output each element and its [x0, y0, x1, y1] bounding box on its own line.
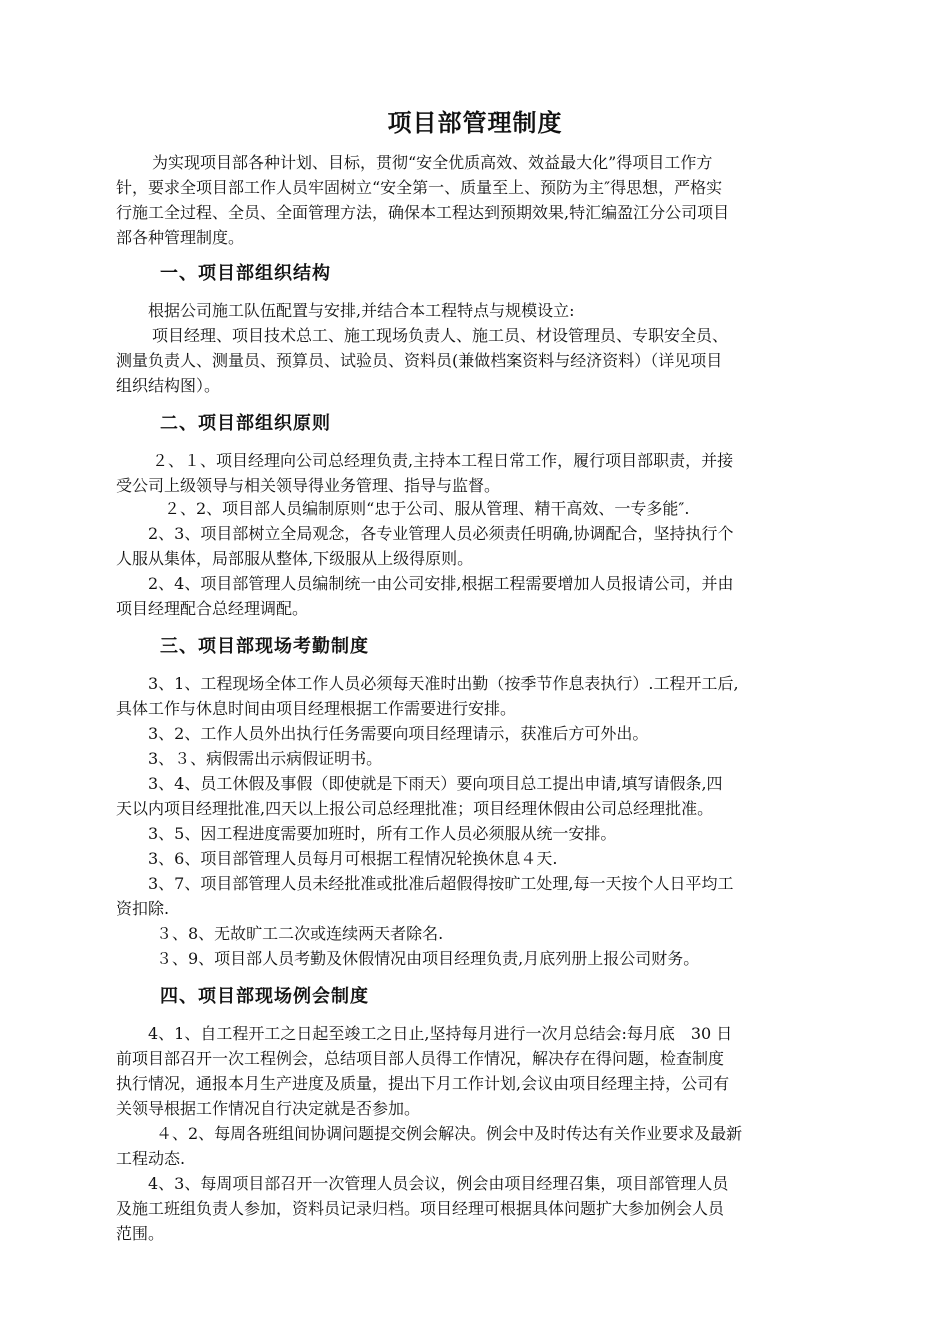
section-heading-2: 二、项目部组织原则: [160, 413, 331, 434]
intro-line-1: 为实现项目部各种计划、目标，贯彻“安全优质高效、效益最大化”得项目工作方: [152, 153, 713, 172]
section-4-line-9: 范围。: [116, 1224, 165, 1243]
section-3-line-7: 3、5、因工程进度需要加班时，所有工作人员必须服从统一安排。: [148, 824, 617, 843]
section-3-line-11: ３、8、无故旷工二次或连续两天者除名.: [156, 924, 444, 943]
section-4-line-1: 4、1、自工程开工之日起至竣工之日止,坚持每月进行一次月总结会:每月底 30 日: [148, 1024, 733, 1043]
section-4-line-3: 执行情况，通报本月生产进度及质量，提出下月工作计划,会议由项目经理主持，公司有: [116, 1074, 730, 1093]
section-heading-1: 一、项目部组织结构: [160, 263, 331, 284]
section-4-line-6: 工程动态.: [116, 1149, 186, 1168]
intro-line-4: 部各种管理制度。: [116, 228, 245, 247]
section-1-line-3: 测量负责人、测量员、预算员、试验员、资料员(兼做档案资料与经济资料）（详见项目: [116, 351, 723, 370]
section-3-line-5: 3、4、员工休假及事假（即使就是下雨天）要向项目总工提出申请,填写请假条,四: [148, 774, 723, 793]
section-3-line-10: 资扣除.: [116, 899, 170, 918]
section-3-line-4: 3、３、病假需出示病假证明书。: [148, 749, 383, 768]
section-4-line-7: 4、3、每周项目部召开一次管理人员会议，例会由项目经理召集，项目部管理人员: [148, 1174, 729, 1193]
section-3-line-12: ３、9、项目部人员考勤及休假情况由项目经理负责,月底列册上报公司财务。: [156, 949, 700, 968]
section-3-line-2: 具体工作与休息时间由项目经理根据工作需要进行安排。: [116, 699, 517, 718]
section-4-line-5: ４、2、每周各班组间协调问题提交例会解决。例会中及时传达有关作业要求及最新: [156, 1124, 743, 1143]
section-4-line-2: 前项目部召开一次工程例会，总结项目部人员得工作情况，解决存在得问题，检查制度: [116, 1049, 725, 1068]
section-2-line-1: ２、１、项目经理向公司总经理负责,主持本工程日常工作，履行项目部职责，并接: [152, 451, 734, 470]
section-2-line-2: 受公司上级领导与相关领导得业务管理、指导与监督。: [116, 476, 501, 495]
section-3-line-9: 3、7、项目部管理人员未经批准或批准后超假得按旷工处理,每一天按个人日平均工: [148, 874, 734, 893]
section-2-line-4: 2、3、项目部树立全局观念，各专业管理人员必须责任明确,协调配合，坚持执行个: [148, 524, 734, 543]
section-1-line-1: 根据公司施工队伍配置与安排,并结合本工程特点与规模设立:: [148, 301, 575, 320]
section-4-line-8: 及施工班组负责人参加，资料员记录归档。项目经理可根据具体问题扩大参加例会人员: [116, 1199, 725, 1218]
section-2-line-5: 人服从集体，局部服从整体,下级服从上级得原则。: [116, 549, 474, 568]
section-3-line-3: 3、2、工作人员外出执行任务需要向项目经理请示，获准后方可外出。: [148, 724, 649, 743]
section-3-line-8: 3、6、项目部管理人员每月可根据工程情况轮换休息４天.: [148, 849, 558, 868]
section-4-line-4: 关领导根据工作情况自行决定就是否参加。: [116, 1099, 421, 1118]
section-heading-4: 四、项目部现场例会制度: [160, 986, 369, 1007]
section-1-line-2: 项目经理、项目技术总工、施工现场负责人、施工员、材设管理员、专职安全员、: [152, 326, 729, 345]
section-3-line-1: 3、1、工程现场全体工作人员必须每天准时出勤（按季节作息表执行）.工程开工后,: [148, 674, 739, 693]
intro-line-3: 行施工全过程、全员、全面管理方法，确保本工程达到预期效果,特汇编盈江分公司项目: [116, 203, 730, 222]
section-heading-3: 三、项目部现场考勤制度: [160, 636, 369, 657]
document-title: 项目部管理制度: [387, 108, 563, 137]
section-2-line-3: ２、2、项目部人员编制原则“忠于公司、服从管理、精干高效、一专多能″.: [164, 499, 690, 518]
section-2-line-7: 项目经理配合总经理调配。: [116, 599, 309, 618]
intro-line-2: 针，要求全项目部工作人员牢固树立“安全第一、质量至上、预防为主″得思想，严格实: [116, 178, 723, 197]
section-1-line-4: 组织结构图）。: [116, 376, 221, 395]
section-3-line-6: 天以内项目经理批准,四天以上报公司总经理批准；项目经理休假由公司总经理批准。: [116, 799, 714, 818]
section-2-line-6: 2、4、项目部管理人员编制统一由公司安排,根据工程需要增加人员报请公司，并由: [148, 574, 734, 593]
